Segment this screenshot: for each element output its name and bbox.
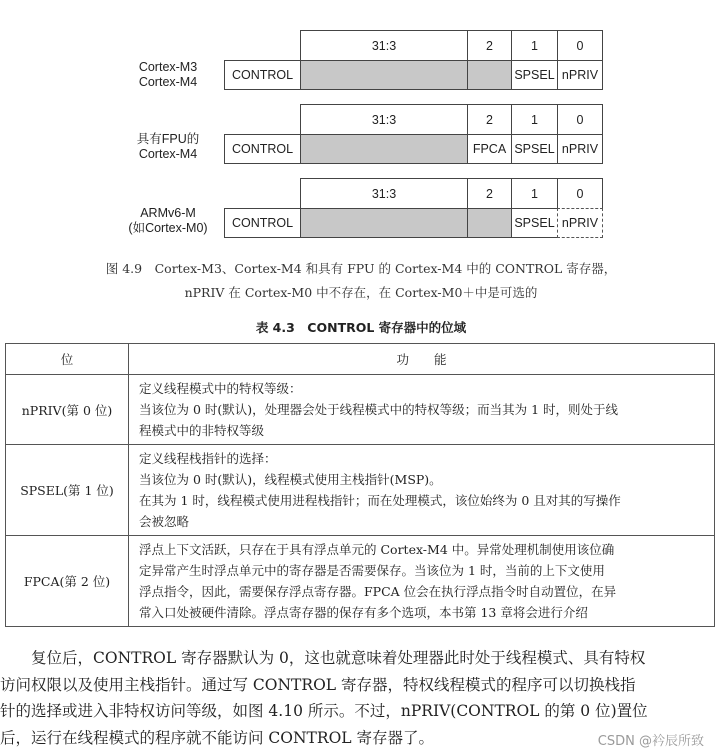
npriv-field: nPRIV — [557, 60, 603, 90]
bit-header: 1 — [511, 30, 558, 61]
register-name: CONTROL — [224, 134, 301, 164]
function-cell: 定义线程模式中的特权等级： 当该位为 0 时(默认)，处理器会处于线程模式中的特权等级；而当其为 1 时，则处于线 程模式中的非特权等级 — [129, 375, 715, 445]
reserved-field — [300, 60, 468, 90]
function-cell: 定义线程栈指针的选择： 当该位为 0 时(默认)，线程模式使用主栈指针(MSP)。 在其为 1 时，线程模式使用进程栈指针；而在处理模式，该位始终为 0 且对其的写操作 会被忽略 — [129, 445, 715, 536]
bit-header: 0 — [557, 104, 603, 135]
npriv-field-optional: nPRIV — [557, 208, 603, 238]
bit-header: 31:3 — [300, 178, 468, 209]
register-name: CONTROL — [224, 208, 301, 238]
bit-cell: SPSEL(第 1 位) — [6, 445, 129, 536]
bit-header: 31:3 — [300, 104, 468, 135]
spsel-field: SPSEL — [511, 134, 558, 164]
bit-header: 2 — [467, 178, 512, 209]
table-title: 表 4.3 CONTROL 寄存器中的位域 — [255, 320, 467, 335]
spsel-field: SPSEL — [511, 208, 558, 238]
bit-header: 2 — [467, 104, 512, 135]
bit-cell: FPCA(第 2 位) — [6, 536, 129, 627]
fpca-field: FPCA — [467, 134, 512, 164]
bit2-field — [467, 60, 512, 90]
body-paragraph: 复位后，CONTROL 寄存器默认为 0，这也就意味着处理器此时处于线程模式、具有特权 访问权限以及使用主栈指针。通过写 CONTROL 寄存器，特权线程模式的程序可以切换栈指 针的选择或进入非特权访问等级，如图 4.10 所示。不过，nPRIV(CONTROL 的第 0 位)置位 后，运行在线程模式的程序就不能访问 CONTROL 寄存器了。 — [0, 649, 648, 747]
table-row — [6, 536, 715, 627]
row-label: Cortex-M3 Cortex-M4 — [138, 60, 198, 89]
row-label: ARMv6-M (如Cortex-M0) — [128, 206, 208, 235]
function-cell: 浮点上下文活跃，只存在于具有浮点单元的 Cortex-M4 中。异常处理机制使用该位确 定异常产生时浮点单元中的寄存器是否需要保存。当该位为 1 时，当前的上下文使用 浮点指令，因此，需要保存浮点寄存器。FPCA 位会在执行浮点指令时自动置位，在异 常入口处被硬件清除。浮点寄存器的保存有多个选项，本书第 13 章将会进行介绍 — [129, 536, 715, 627]
header-function: 功 能 — [129, 344, 715, 375]
figure-caption-line2: nPRIV 在 Cortex-M0 中不存在，在 Cortex-M0＋中是可选的 — [184, 285, 538, 300]
bit-header: 0 — [557, 30, 603, 61]
register-name: CONTROL — [224, 60, 301, 90]
bit-header: 2 — [467, 30, 512, 61]
reserved-field — [300, 208, 468, 238]
bit2-field — [467, 208, 512, 238]
bit-header: 0 — [557, 178, 603, 209]
bit-header: 1 — [511, 178, 558, 209]
table-header-row — [6, 344, 715, 375]
watermark: CSDN @衿辰所致 — [597, 734, 704, 749]
table-row — [6, 375, 715, 445]
bitfield-table — [5, 343, 715, 627]
bit-cell: nPRIV(第 0 位) — [6, 375, 129, 445]
bit-header: 31:3 — [300, 30, 468, 61]
spsel-field: SPSEL — [511, 60, 558, 90]
reserved-field — [300, 134, 468, 164]
header-bit: 位 — [6, 344, 129, 375]
table-row — [6, 445, 715, 536]
bit-header: 1 — [511, 104, 558, 135]
row-label: 具有FPU的 Cortex-M4 — [136, 132, 200, 161]
npriv-field: nPRIV — [557, 134, 603, 164]
figure-caption-line1: 图 4.9 Cortex-M3、Cortex-M4 和具有 FPU 的 Cortex-M4 中的 CONTROL 寄存器， — [105, 261, 617, 276]
